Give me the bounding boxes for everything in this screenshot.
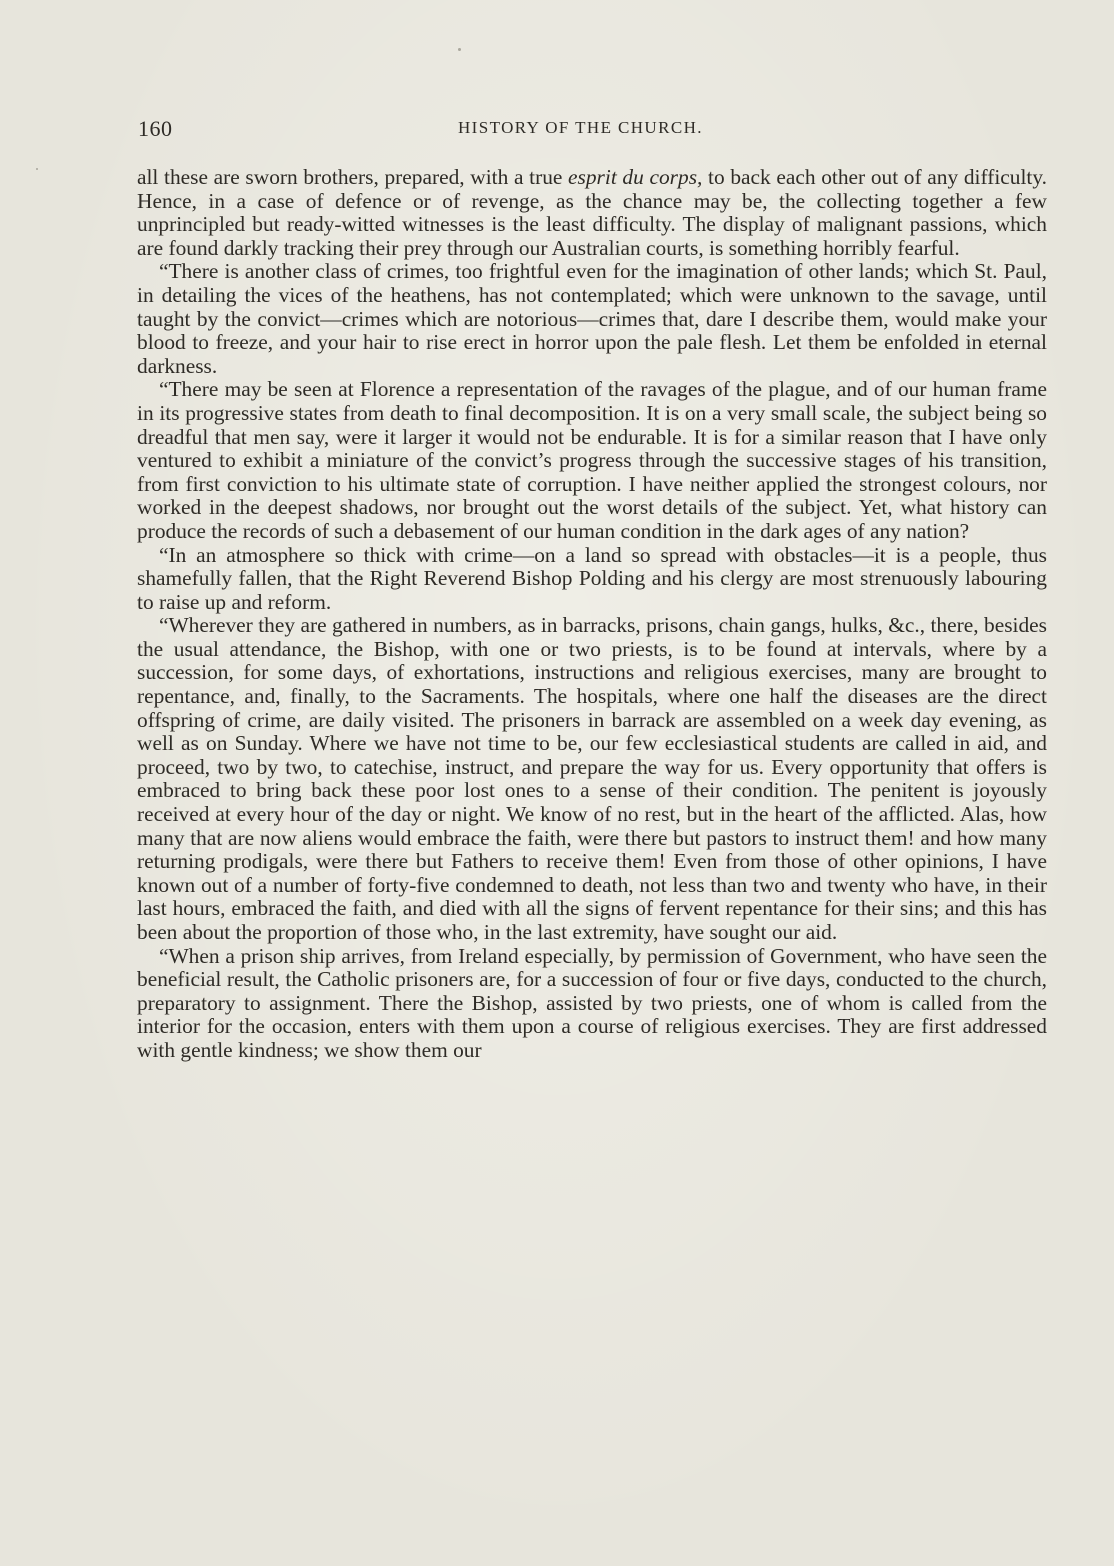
running-head: HISTORY OF THE CHURCH. — [458, 118, 703, 137]
paper-speck — [458, 48, 461, 51]
body-text — [137, 166, 1047, 1063]
paper-speck — [36, 168, 38, 170]
paragraph: “There is another class of crimes, too frightful even for the imagination of other lands; which St. Paul, in detailing the vices of the heathens, has not contemplated; which were unknown to the savage, until taught by the convict—crimes which are notorious—crimes that, dare I describe them, would make your blood to freeze, and your hair to rise erect in horror upon the pale flesh. Let them be enfolded in eternal darkness. — [137, 259, 1047, 378]
paragraph: “When a prison ship arrives, from Ireland especially, by permission of Government, who have seen the beneficial result, the Catholic prisoners are, for a succession of four or five days, conducted to the church, preparatory to assignment. There the Bishop, assisted by two priests, one of whom is called from the interior for the occasion, enters with them upon a course of religious exercises. They are first addressed with gentle kindness; we show them our — [137, 943, 1047, 1062]
paragraph: “In an atmosphere so thick with crime—on a land so spread with obstacles—it is a people, thus shamefully fallen, that the Right Reverend Bishop Polding and his clergy are most strenuously labouring to raise up and reform. — [137, 542, 1047, 614]
page-number: 160 — [138, 116, 173, 141]
paragraph-continued: all these are sworn brothers, prepared, with a true esprit du corps, to back each other out of any difficulty. Hence, in a case of defence or of revenge, as the chance may be, the collecting together a few unprincipled but ready-witted witnesses is the least difficulty. The display of malignant passions, which are found darkly tracking their prey through our Australian courts, is something horribly fearful. — [137, 165, 1047, 260]
paragraph: “Wherever they are gathered in numbers, as in barracks, prisons, chain gangs, hulks, &c., there, besides the usual attendance, the Bishop, with one or two priests, is to be found at intervals, where by a succession, for some days, of exhortations, instructions and religious exercises, many are brought to repentance, and, finally, to the Sacraments. The hospitals, where one half the diseases are the direct offspring of crime, are daily visited. The prisoners in barrack are assembled on a week day evening, as well as on Sunday. Where we have not time to be, our few ecclesiastical students are called in aid, and proceed, two by two, to catechise, instruct, and prepare the way for us. Every opportunity that offers is embraced to bring back these poor lost ones to a sense of their condition. The penitent is joyously received at every hour of the day or night. We know of no rest, but in the heart of the afflicted. Alas, how many that are now aliens would embrace the faith, were there but pastors to instruct them! and how many returning prodigals, were there but Fathers to receive them! Even from those of other opinions, I have known out of a number of forty-five condemned to death, not less than two and twenty who have, in their last hours, embraced the faith, and died with all the signs of fervent repentance for their sins; and this has been about the proportion of those who, in the last extremity, have sought our aid. — [137, 613, 1047, 944]
page-header — [138, 116, 1048, 146]
emphasis-phrase: esprit du corps, — [568, 165, 703, 189]
paragraph: “There may be seen at Florence a representation of the ravages of the plague, and of our human frame in its progressive states from death to final decomposition. It is on a very small scale, the subject being so dreadful that men say, were it larger it would not be endurable. It is for a similar reason that I have only ventured to exhibit a miniature of the convict’s progress through the successive stages of his transition, from first conviction to his ultimate state of corruption. I have neither applied the strongest colours, nor worked in the deepest shadows, nor brought out the worst details of the subject. Yet, what history can produce the records of such a debasement of our human condition in the dark ages of any nation? — [137, 377, 1047, 543]
